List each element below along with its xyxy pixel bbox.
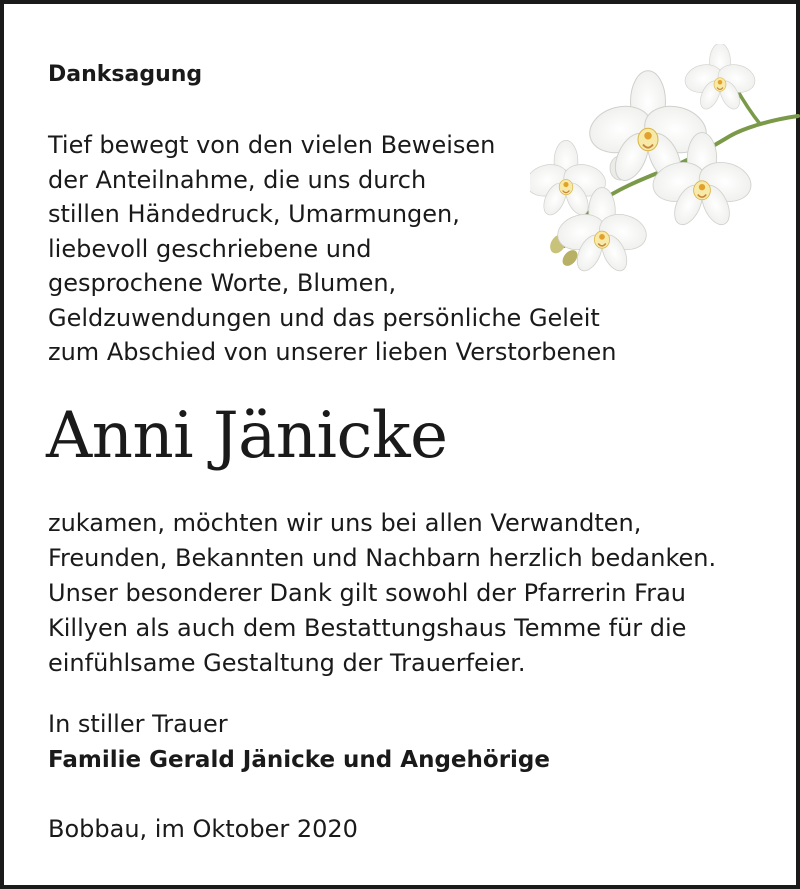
- intro-line: Geldzuwendungen und das persönliche Geleit: [48, 303, 600, 332]
- deceased-name: Anni Jänicke: [46, 399, 448, 473]
- intro-line: stillen Händedruck, Umarmungen,: [48, 200, 460, 228]
- thanks-line: einfühlsame Gestaltung der Trauerfeier.: [48, 649, 526, 677]
- thanks-line: Freunden, Bekannten und Nachbarn herzlich bedanken.: [48, 544, 717, 572]
- thanks-paragraph: [48, 506, 778, 681]
- notice-heading: Danksagung: [48, 62, 203, 87]
- closing-block: [48, 706, 550, 778]
- family-signature: Familie Gerald Jänicke und Angehörige: [48, 747, 550, 773]
- thanks-line: Unser besonderer Dank gilt sowohl der Pfarrerin Frau: [48, 579, 686, 607]
- intro-line: gesprochene Worte, Blumen,: [48, 269, 397, 297]
- intro-line: zum Abschied von unserer lieben Verstorbenen: [48, 338, 617, 366]
- intro-line: Tief bewegt von den vielen Beweisen: [48, 131, 496, 159]
- intro-line: liebevoll geschriebene und: [48, 234, 372, 263]
- thanks-line: Killyen als auch dem Bestattungshaus Temme für die: [48, 614, 687, 642]
- thanks-line: zukamen, möchten wir uns bei allen Verwandten,: [48, 509, 642, 537]
- white-orchid-icon: [530, 44, 800, 279]
- place-and-date: Bobbau, im Oktober 2020: [48, 815, 358, 843]
- intro-line: der Anteilnahme, die uns durch: [48, 165, 427, 194]
- closing-phrase: In stiller Trauer: [48, 710, 228, 738]
